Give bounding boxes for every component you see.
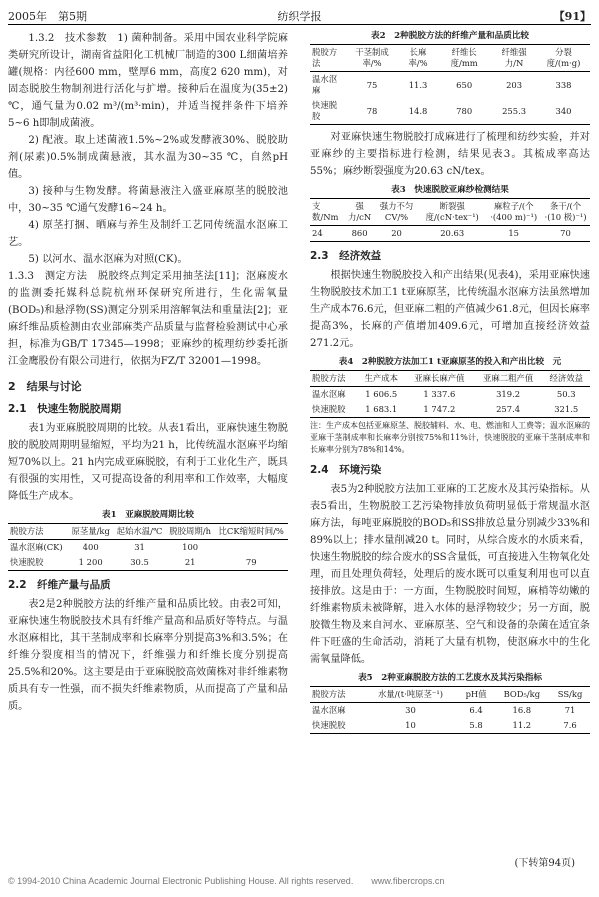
paragraph-yarn: 对亚麻快速生物脱胶打成麻进行了梳理和纺纱实验，并对亚麻纱的主要指标进行检测，结果见表3。其梳成率高达55%；麻纱断裂强度为20.63 cN/tex。 <box>310 132 590 177</box>
left-column <box>8 30 288 715</box>
table-cell: 1 606.5 <box>365 389 398 399</box>
table-cell: 31 <box>134 542 145 552</box>
table-cell: 338 <box>555 79 572 90</box>
table-header: 亚麻长麻产值 <box>414 373 465 383</box>
table-header: 水量/(t·吨原茎⁻¹) <box>377 689 443 699</box>
table-header: 强力/cN <box>347 201 372 222</box>
table-cell: 30.5 <box>130 557 149 567</box>
table-cell: 650 <box>456 79 473 90</box>
table-row <box>8 555 288 571</box>
table-cell: 100 <box>182 542 199 552</box>
section-heading-2-1: 2.1 快速生物脱胶周期 <box>8 403 122 415</box>
table-cell: 5.8 <box>469 720 483 730</box>
table-cell: 340 <box>555 105 572 116</box>
table-cell: 400 <box>82 542 99 552</box>
table-cell: 温水沤麻 <box>312 389 346 399</box>
issue-label: 2005年 第5期 <box>8 10 87 23</box>
table-header: BOD₅/kg <box>503 689 541 699</box>
table2-caption: 表2 2种脱胶方法的纤维产量和品质比较 <box>370 31 530 41</box>
table-cell: 6.4 <box>469 705 483 715</box>
paragraph-2-4: 表5为2种脱胶方法加工亚麻的工艺废水及其污染指标。从表5看出，生物脱胶工艺污染物排放负荷明显低于常规温水沤麻方法，每吨亚麻脱胶的BOD₅和SS排放总量分别减少33%和89%以上；排水量削减20 t。同时，从综合废水的水质来看，快速生物脱胶的综合废水的SS含量低，可直接进入生物氧化处理，而且处理负荷轻，处理后的废水既可以重复利用也可以直接排放。这是由于：一方面，生物脱胶时间短，麻梢等幼嫩的纤维素物质未被降解，进入水体的悬浮物较少；另一方面，脱胶微生物及来自河水、亚麻原茎、空气和设备的杂菌在适宜条件下旺盛的生命活动，消耗了大量有机物，使沤麻水中的生化需氧量降低。 <box>310 484 590 665</box>
table-header: 脱胶方法 <box>312 373 346 383</box>
table-header: 断裂强度/(cN·tex⁻¹) <box>425 201 479 222</box>
table5 <box>310 686 590 734</box>
table-header: 脱胶方法 <box>10 526 44 536</box>
table-header: 麻粒子/(个·(400 m)⁻¹) <box>490 201 538 222</box>
table2 <box>310 44 590 125</box>
table-cell: 70 <box>560 228 571 238</box>
table-cell: 快速脱胶 <box>312 404 346 414</box>
table-cell: 14.8 <box>408 105 428 116</box>
table-cell: 24 <box>312 228 323 238</box>
table-header: pH值 <box>465 689 487 699</box>
table-row <box>310 703 590 719</box>
table-cell: 温水沤麻 <box>312 74 338 95</box>
table-header: 经济效益 <box>549 373 583 383</box>
table-header: 干茎制成率/% <box>355 47 389 68</box>
paragraph-control: 5) 以河水、温水沤麻为对照(CK)。 <box>28 254 188 265</box>
section-heading-2-2: 2.2 纤维产量与品质 <box>8 579 111 591</box>
table-header: 脱胶方法 <box>312 47 338 68</box>
table-row <box>310 387 590 403</box>
table-cell: 15 <box>508 228 520 238</box>
journal-title: 纺织学报 <box>277 10 322 23</box>
paragraph-tech-params: 1.3.2 技术参数 1) 菌种制备。采用中国农业科学院麻类研究所设计，湖南省益阳化工机械厂制造的300 L细菌培养罐(规格：内径600 mm，壁厚6 mm，高度2 620 mm)，对固态脱胶生物制剂进行活化与扩增。接种后在温度为(35±2) ℃，通气量为0.02 m³/(m³·min)，并适当搅拌条件下培养5~6 h即制成菌液。 <box>8 33 288 129</box>
paragraph-2-2: 表2是2种脱胶方法的纤维产量和品质比较。由表2可知，亚麻快速生物脱胶技术具有纤维产量高和品质好等特点。与温水沤麻相比，其干茎制成率和长麻率分别提高3%和3.5%；在纤维分裂度相当的情况下，纤维强力和纤维长度分别提高25.5%和20%。这主要是由于亚麻脱胶高效菌株对非纤维素物质具有专一性强，而不损失纤维素物质，从而提高了产量和品质。 <box>8 599 288 712</box>
table-header: 脱胶方法 <box>312 689 346 699</box>
table-cell: 21 <box>184 557 196 567</box>
table-cell: 11.3 <box>408 79 428 90</box>
table-cell: 321.5 <box>554 404 579 414</box>
table-cell: 319.2 <box>496 389 521 399</box>
table-cell: 快速脱胶 <box>312 100 338 121</box>
table-cell: 快速脱胶 <box>312 720 346 730</box>
table-cell: 1 747.2 <box>423 404 456 414</box>
section-heading-2-4: 2.4 环境污染 <box>310 464 382 476</box>
running-header <box>8 8 591 25</box>
table-row <box>310 98 590 125</box>
table-cell <box>214 540 288 556</box>
table-cell: 16.8 <box>512 705 532 715</box>
table-cell: 1 337.6 <box>423 389 456 399</box>
paragraph-fermentation: 3) 接种与生物发酵。将菌悬液注入盛亚麻原茎的脱胶池中，30~35 ℃通气发酵16~24 h。 <box>8 186 288 214</box>
table-header: 分裂度/(m·g) <box>546 47 581 68</box>
table-header: 纤维长度/mm <box>450 47 478 68</box>
table-cell: 203 <box>506 79 523 90</box>
paragraph-processing: 4) 原茎打捆、晒麻与养生及制纤工艺同传统温水沤麻工艺。 <box>8 220 288 248</box>
table-header: 比CK缩短时间/% <box>218 526 284 536</box>
table-cell: 20.63 <box>440 228 465 238</box>
table-row <box>8 540 288 556</box>
table-header: SS/kg <box>557 689 583 699</box>
table-header: 脱胶周期/h <box>169 526 211 536</box>
table-cell: 71 <box>564 705 576 715</box>
table-cell: 75 <box>366 79 378 90</box>
table-cell: 78 <box>366 105 378 116</box>
paragraph-methods: 1.3.3 测定方法 脱胶终点判定采用抽茎法[11]；沤麻废水的监测委托媒科总院杭州环保研究所进行，生化需氧量(BOD₅)和悬浮物(SS)测定分别采用溶解氧法和重量法[2]；亚麻纤维品质检测由农业部麻类产品质量与监督检验测试中心承担，标准为GB/T 17345—1998；亚麻纱的梳理纺纱委托浙江金鹰股份有限公司进行，依据为FZ/T 32001—1998。 <box>8 271 288 367</box>
continued-note: (下转第94页) <box>514 858 575 869</box>
table-header: 原茎量/kg <box>71 526 110 536</box>
table-cell: 1 200 <box>78 557 103 567</box>
table4 <box>310 370 590 418</box>
right-column <box>310 30 590 734</box>
table-header: 长麻率/% <box>408 47 428 68</box>
table-cell: 快速脱胶 <box>10 557 44 567</box>
table-row <box>310 718 590 734</box>
table-header: 条干/(个·(10 极)⁻¹) <box>544 201 587 222</box>
paragraph-2-1: 表1为亚麻脱胶周期的比较。从表1看出，亚麻快速生物脱胶的脱胶周期明显缩短，平均为21 h，比传统温水沤麻平均缩短70%以上。21 h内完成亚麻脱胶，有利于工业化生产，既具有很强的实用性，又可提高设备的利用率和工作效率，大幅度降低生产成本。 <box>8 423 288 502</box>
table-cell: 20 <box>391 228 402 238</box>
table3-caption: 表3 快速脱胶亚麻纱检测结果 <box>391 185 509 195</box>
table-cell: 11.2 <box>512 720 532 730</box>
page-number: 【91】 <box>553 10 591 23</box>
table-cell: 温水沤麻 <box>312 705 346 715</box>
table4-note: 注：生产成本包括亚麻原茎、脱胶辅料、水、电、燃油和人工费等；温水沤麻的亚麻干茎制成率和长麻率分别按75%和11%计，快速脱胶的亚麻干茎制成率和长麻率分别为78%和14%。 <box>310 421 590 454</box>
table-cell: 50.3 <box>556 389 576 399</box>
table-cell: 780 <box>456 105 473 116</box>
table3 <box>310 198 590 242</box>
table-row <box>310 226 590 242</box>
table5-caption: 表5 2种亚麻脱胶方法的工艺废水及其污染指标 <box>358 673 542 683</box>
section-heading-2-3: 2.3 经济效益 <box>310 250 382 262</box>
table-cell: 30 <box>405 705 416 715</box>
table-header: 亚麻二粗产值 <box>482 373 534 383</box>
table1 <box>8 523 288 571</box>
table-header: 起始水温/℃ <box>116 526 163 536</box>
table-cell: 257.4 <box>496 404 521 414</box>
table-header: 支数/Nm <box>312 201 339 222</box>
table-cell: 7.6 <box>563 720 577 730</box>
paragraph-mixing: 2) 配液。取上述菌液1.5%~2%或发酵液30%、脱胶助剂(尿素)0.5%制成菌悬液，其水温为30~35 ℃，自然pH值。 <box>8 135 288 180</box>
table4-caption: 表4 2种脱胶方法加工1 t亚麻原茎的投入和产出比较 元 <box>338 357 562 367</box>
copyright-footer: © 1994-2010 China Academic Journal Electronic Publishing House. All rights reserved. www.fibercrops.cn <box>8 876 445 886</box>
table-cell: 温水沤麻(CK) <box>10 542 63 552</box>
table-row <box>310 402 590 418</box>
paragraph-2-3: 根据快速生物脱胶投入和产出结果(见表4)，采用亚麻快速生物脱胶技术加工1 t亚麻原茎，比传统温水沤麻方法虽然增加生产成本76.6元，但亚麻二粗的产值减少61.8元，但因长麻率提高3%，长麻的产值增加409.6元，可增加直接经济效益271.2元。 <box>310 270 590 349</box>
section-heading-results: 2 结果与讨论 <box>8 380 82 393</box>
table1-caption: 表1 亚麻脱胶周期比较 <box>102 510 194 520</box>
table-cell: 1 683.1 <box>365 404 398 414</box>
table-cell: 860 <box>351 228 368 238</box>
table-cell: 79 <box>245 557 257 567</box>
table-cell: 255.3 <box>502 105 527 116</box>
table-header: 生产成本 <box>364 373 398 383</box>
table-header: 纤维强力/N <box>501 47 527 68</box>
table-cell: 10 <box>405 720 416 730</box>
table-header: 强力不匀 CV/% <box>379 201 414 222</box>
table-row <box>310 72 590 99</box>
